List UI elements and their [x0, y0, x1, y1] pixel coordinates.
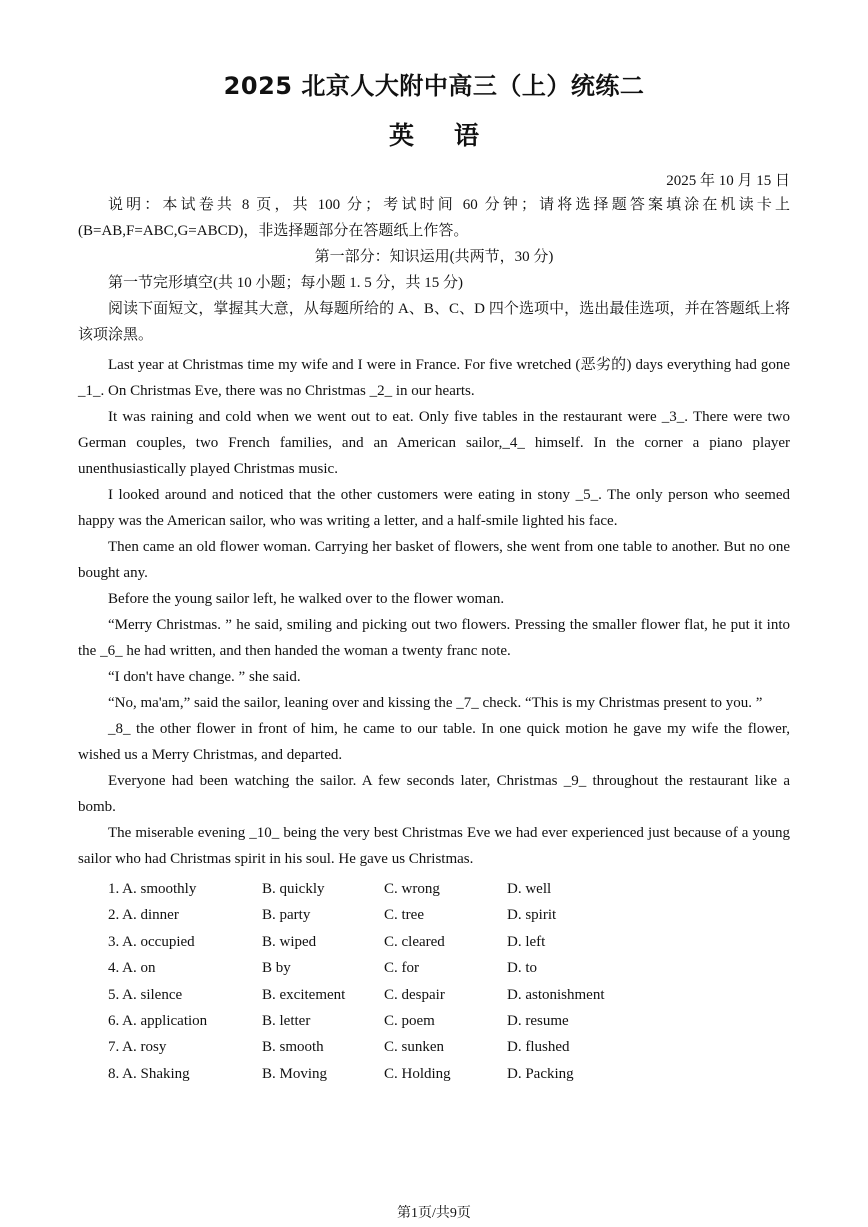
page-number: 第1页/共9页 [397, 1206, 471, 1221]
option-c: C. cleared [384, 933, 445, 950]
option-b: B. letter [262, 1012, 311, 1029]
option-row [78, 1061, 790, 1087]
option-d: D. Packing [507, 1065, 574, 1082]
option-c: C. Holding [384, 1065, 451, 1082]
option-row [78, 955, 790, 981]
option-a: 7. A. rosy [108, 1039, 167, 1056]
passage-paragraph: _8_ the other flower in front of him, he came to our table. In one quick motion he gave my wife the flower, wished us a Merry Christmas, and departed. [78, 721, 790, 763]
option-d: D. left [507, 933, 546, 950]
option-c: C. tree [384, 907, 424, 924]
option-row [78, 929, 790, 955]
passage-paragraph: Everyone had been watching the sailor. A few seconds later, Christmas _9_ throughout the restaurant like a bomb. [78, 773, 790, 815]
option-a: 6. A. application [108, 1012, 208, 1029]
option-d: D. spirit [507, 907, 557, 924]
option-b: B. quickly [262, 881, 325, 897]
passage-paragraph: “I don't have change. ” she said. [108, 669, 301, 685]
option-a: 1. A. smoothly [108, 881, 197, 897]
option-c: C. despair [384, 986, 445, 1003]
option-b: B by [262, 960, 291, 977]
option-a: 3. A. occupied [108, 933, 195, 950]
passage-paragraph: Last year at Christmas time my wife and I were in France. For five wretched (恶劣的) days everything had gone _1_. On Christmas Eve, there was no Christmas _2_ in our hearts. [78, 357, 790, 399]
answer-options [78, 876, 790, 1087]
option-a: 8. A. Shaking [108, 1065, 190, 1082]
page-content [78, 66, 790, 1087]
option-a: 4. A. on [108, 960, 156, 977]
option-row [78, 902, 790, 928]
passage-paragraph: The miserable evening _10_ being the very best Christmas Eve we had ever experienced just because of a young sailor who had Christmas spirit in his soul. He gave us Christmas. [78, 825, 790, 867]
exam-title: 2025 北京人大附中高三（上）统练二 [223, 72, 645, 100]
option-b: B. smooth [262, 1039, 324, 1056]
option-d: D. flushed [507, 1039, 570, 1056]
passage-paragraph: It was raining and cold when we went out to eat. Only five tables in the restaurant were _3_. There were two German couples, two French families, and an American sailor,_4_ himself. In the corner a piano player unenthusiastically played Christmas music. [78, 409, 790, 477]
passage-paragraph: I looked around and noticed that the other customers were eating in stony _5_. The only person who seemed happy was the American sailor, who was writing a letter, and a half-smile lighted his face. [78, 487, 790, 529]
option-b: B. party [262, 907, 311, 924]
option-row [78, 1034, 790, 1060]
option-d: D. resume [507, 1012, 569, 1029]
option-row [78, 876, 790, 902]
instructions-text: 说明：本试卷共 8 页，共 100 分；考试时间 60 分钟；请将选择题答案填涂在机读卡上(B=AB,F=ABC,G=ABCD)，非选择题部分在答题纸上作答。 [78, 197, 790, 239]
option-b: B. wiped [262, 933, 317, 950]
option-c: C. for [384, 960, 419, 977]
option-b: B. Moving [262, 1065, 328, 1082]
option-row [78, 982, 790, 1008]
passage-paragraph: Before the young sailor left, he walked over to the flower woman. [108, 591, 505, 607]
option-row [78, 1008, 790, 1034]
directions-text: 阅读下面短文，掌握其大意，从每题所给的 A、B、C、D 四个选项中，选出最佳选项，并在答题纸上将该项涂黑。 [78, 301, 790, 343]
option-d: D. astonishment [507, 986, 605, 1003]
option-d: D. to [507, 960, 537, 977]
option-d: D. well [507, 881, 552, 897]
option-c: C. poem [384, 1012, 435, 1029]
option-a: 5. A. silence [108, 986, 183, 1003]
passage-paragraph: “Merry Christmas. ” he said, smiling and picking out two flowers. Pressing the smaller flower flat, he put it into the _6_ he had written, and then handed the woman a twenty franc note. [78, 617, 790, 659]
passage-paragraph: Then came an old flower woman. Carrying her basket of flowers, she went from one table to another. But no one bought any. [78, 539, 790, 581]
part-title: 第一部分：知识运用(共两节，30 分) [314, 249, 554, 265]
option-a: 2. A. dinner [108, 907, 179, 924]
subject-title: 英语 [388, 121, 519, 150]
option-c: C. sunken [384, 1039, 444, 1056]
option-c: C. wrong [384, 881, 440, 897]
exam-date: 2025 年 10 月 15 日 [666, 173, 790, 189]
passage-paragraph: “No, ma'am,” said the sailor, leaning over and kissing the _7_ check. “This is my Christmas present to you. ” [108, 695, 763, 711]
section-title: 第一节完形填空(共 10 小题；每小题 1. 5 分，共 15 分) [108, 275, 463, 291]
option-b: B. excitement [262, 986, 346, 1003]
